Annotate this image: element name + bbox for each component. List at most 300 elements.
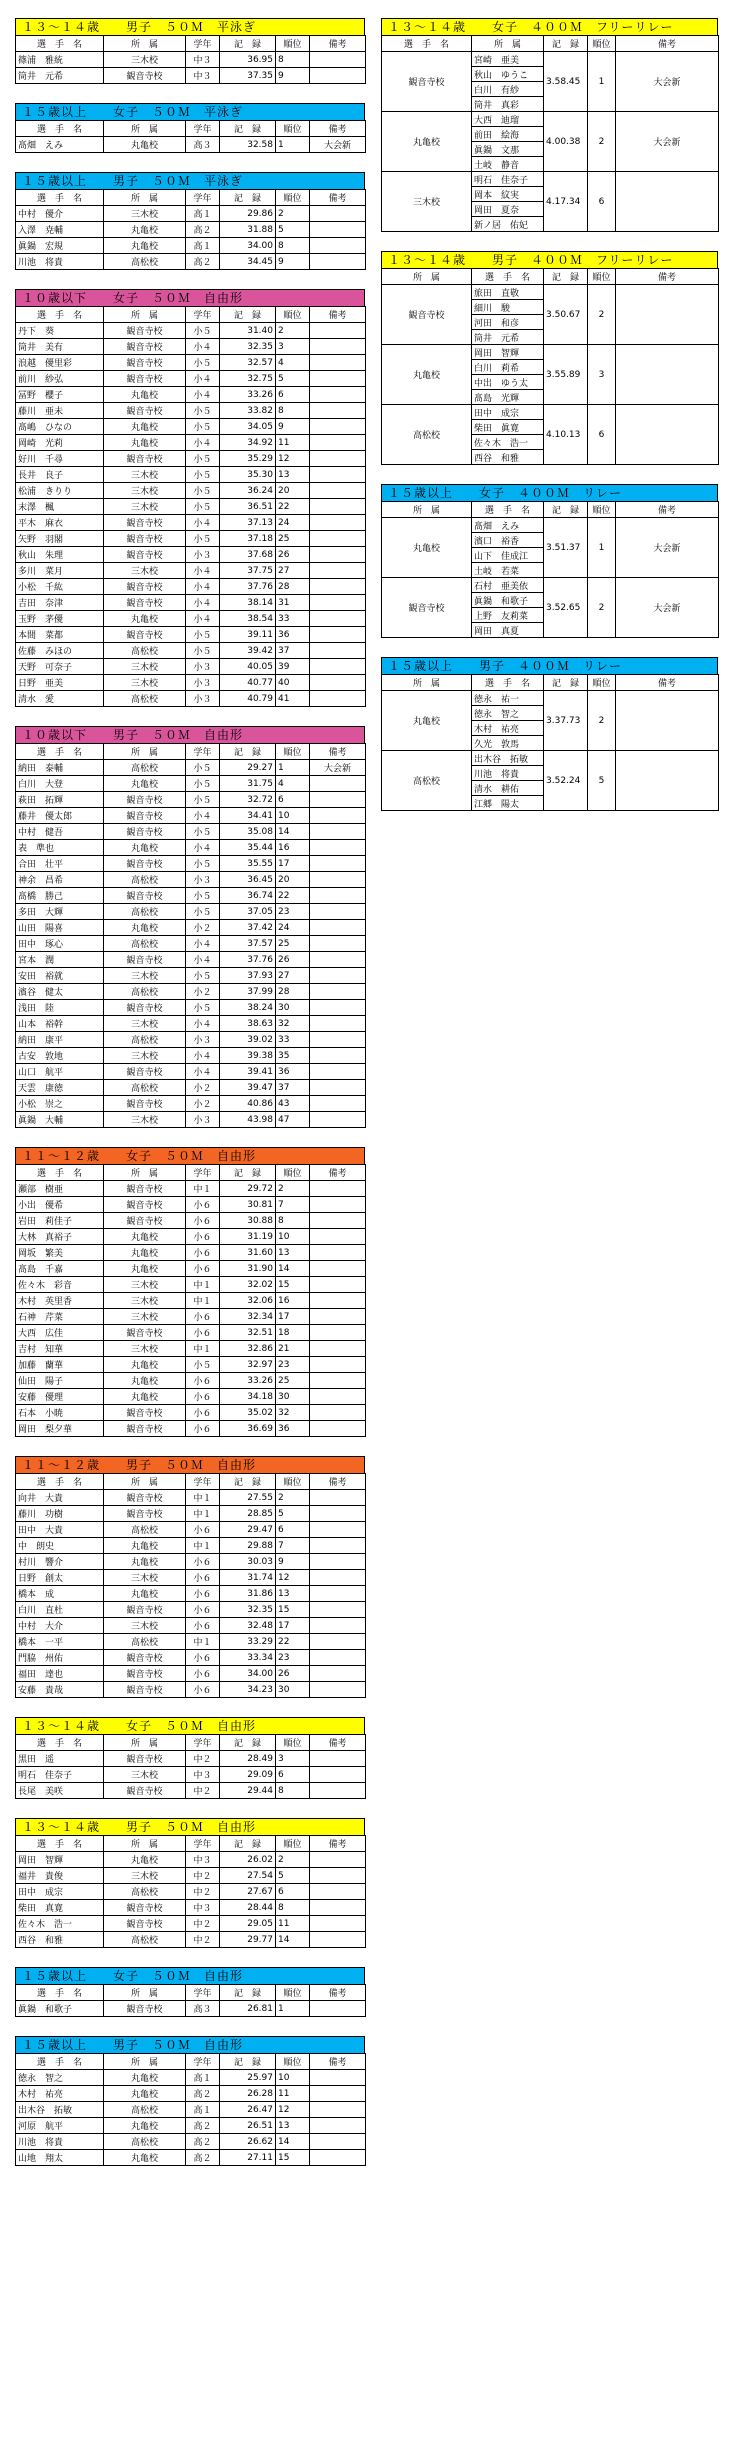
column-header: 記 録 [220, 1165, 276, 1181]
cell-name: 山田 陽喜 [16, 920, 104, 936]
cell-note [310, 2086, 366, 2102]
cell-name: 吉村 知華 [16, 1341, 104, 1357]
table-row [16, 611, 366, 627]
column-header: 学年 [186, 1474, 220, 1490]
cell-note [310, 1096, 366, 1112]
event-block [15, 172, 365, 270]
cell-rank: 6 [276, 1522, 310, 1538]
cell-aff: 丸亀校 [104, 2150, 186, 2166]
cell-aff: 観音寺校 [104, 808, 186, 824]
cell-aff: 丸亀校 [104, 222, 186, 238]
cell-gr: 高１ [186, 206, 220, 222]
cell-aff: 観音寺校 [104, 824, 186, 840]
cell-note [310, 2134, 366, 2150]
table-row [16, 1277, 366, 1293]
results-table [15, 1984, 366, 2017]
cell-aff: 丸亀校 [104, 1554, 186, 1570]
cell-rec: 29.09 [220, 1767, 276, 1783]
event-block [15, 726, 365, 1128]
table-row [382, 578, 719, 593]
cell-name: 門脇 州佑 [16, 1650, 104, 1666]
cell-aff: 観音寺校 [104, 1181, 186, 1197]
cell-gr: 高２ [186, 222, 220, 238]
cell-rank: 35 [276, 1048, 310, 1064]
cell-gr: 小６ [186, 1602, 220, 1618]
cell-gr: 小５ [186, 499, 220, 515]
cell-note [310, 483, 366, 499]
cell-rec: 36.74 [220, 888, 276, 904]
cell-aff: 観音寺校 [104, 627, 186, 643]
team-member: 旅田 直敬 [472, 285, 544, 300]
cell-rec: 37.76 [220, 579, 276, 595]
left-column [15, 18, 365, 2185]
cell-name: 中村 優介 [16, 206, 104, 222]
cell-name: 福井 貴俊 [16, 1868, 104, 1884]
table-row [16, 206, 366, 222]
event-block [15, 2036, 365, 2166]
cell-aff: 観音寺校 [104, 1506, 186, 1522]
cell-name: 河原 航平 [16, 2118, 104, 2134]
column-header: 備考 [310, 2054, 366, 2070]
event-title: １１～１２歳 女子 ５０Ｍ 自由形 [15, 1147, 365, 1164]
cell-rank: 13 [276, 2118, 310, 2134]
event-title: １３～１４歳 女子 ４００Ｍ フリーリレー [381, 18, 718, 35]
cell-rec: 39.38 [220, 1048, 276, 1064]
cell-aff: 観音寺校 [104, 1421, 186, 1437]
table-row [16, 1016, 366, 1032]
cell-rec: 34.00 [220, 1666, 276, 1682]
cell-name: 末澤 楓 [16, 499, 104, 515]
header-row [16, 1474, 366, 1490]
cell-gr: 中２ [186, 1751, 220, 1767]
event-block [15, 18, 365, 84]
table-row [16, 1309, 366, 1325]
cell-aff: 観音寺校 [104, 1096, 186, 1112]
cell-aff: 高松校 [104, 936, 186, 952]
team-member: 徳永 智之 [472, 706, 544, 721]
column-header: 選 手 名 [16, 744, 104, 760]
table-row [16, 968, 366, 984]
cell-rec: 38.24 [220, 1000, 276, 1016]
cell-note [310, 1884, 366, 1900]
cell-aff: 三木校 [104, 563, 186, 579]
cell-note [310, 792, 366, 808]
cell-rec: 32.86 [220, 1341, 276, 1357]
cell-note [310, 1618, 366, 1634]
team-rank: 1 [588, 518, 616, 578]
cell-name: 岡崎 光莉 [16, 435, 104, 451]
team-member: 髙島 光輝 [472, 390, 544, 405]
relay-block [381, 657, 718, 811]
cell-rec: 32.75 [220, 371, 276, 387]
table-row [16, 137, 366, 153]
cell-rec: 32.58 [220, 137, 276, 153]
cell-gr: 小３ [186, 547, 220, 563]
cell-note [310, 1213, 366, 1229]
cell-aff: 観音寺校 [104, 1751, 186, 1767]
cell-name: 萩田 拓輝 [16, 792, 104, 808]
team-member: 清水 耕佑 [472, 781, 544, 796]
cell-name: 前川 紗弘 [16, 371, 104, 387]
cell-note [310, 499, 366, 515]
cell-rec: 38.14 [220, 595, 276, 611]
cell-note [310, 1506, 366, 1522]
cell-note [310, 1309, 366, 1325]
cell-rank: 10 [276, 1229, 310, 1245]
table-row [16, 499, 366, 515]
cell-aff: 観音寺校 [104, 68, 186, 84]
cell-rank: 2 [276, 206, 310, 222]
cell-rank: 23 [276, 1357, 310, 1373]
cell-name: 加藤 蘭華 [16, 1357, 104, 1373]
cell-rank: 20 [276, 872, 310, 888]
cell-rec: 40.77 [220, 675, 276, 691]
event-block [15, 289, 365, 707]
cell-gr: 高１ [186, 2102, 220, 2118]
cell-note [310, 1666, 366, 1682]
header-row [382, 36, 719, 52]
column-header: 順位 [276, 1985, 310, 2001]
cell-rec: 33.26 [220, 1373, 276, 1389]
cell-rank: 24 [276, 920, 310, 936]
team-record: 3.58.45 [544, 52, 588, 112]
team-rank: 3 [588, 345, 616, 405]
header-row [16, 1836, 366, 1852]
cell-rec: 26.02 [220, 1852, 276, 1868]
header-row [16, 36, 366, 52]
cell-rank: 13 [276, 1586, 310, 1602]
team-record: 3.37.73 [544, 691, 588, 751]
cell-rank: 36 [276, 1421, 310, 1437]
cell-rec: 27.11 [220, 2150, 276, 2166]
event-title: １０歳以下 男子 ５０Ｍ 自由形 [15, 726, 365, 743]
cell-rank: 16 [276, 1293, 310, 1309]
cell-rank: 37 [276, 643, 310, 659]
cell-rec: 27.67 [220, 1884, 276, 1900]
event-block [15, 1818, 365, 1948]
cell-rank: 32 [276, 1405, 310, 1421]
cell-rank: 9 [276, 68, 310, 84]
cell-gr: 小５ [186, 323, 220, 339]
cell-rank: 39 [276, 659, 310, 675]
cell-gr: 中１ [186, 1538, 220, 1554]
cell-note [310, 515, 366, 531]
column-header: 記 録 [544, 502, 588, 518]
cell-note [310, 1373, 366, 1389]
cell-name: 村川 響介 [16, 1554, 104, 1570]
cell-name: 福田 達也 [16, 1666, 104, 1682]
cell-rank: 31 [276, 595, 310, 611]
column-header: 備考 [310, 1836, 366, 1852]
table-row [16, 760, 366, 776]
column-header: 記 録 [220, 307, 276, 323]
cell-rec: 35.55 [220, 856, 276, 872]
cell-rank: 36 [276, 1064, 310, 1080]
column-header: 学年 [186, 2054, 220, 2070]
cell-rank: 30 [276, 1682, 310, 1698]
cell-name: 中 朗史 [16, 1538, 104, 1554]
cell-aff: 三木校 [104, 1618, 186, 1634]
table-row [16, 355, 366, 371]
cell-gr: 小５ [186, 968, 220, 984]
cell-note [310, 1197, 366, 1213]
cell-rank: 3 [276, 1751, 310, 1767]
cell-gr: 小４ [186, 1016, 220, 1032]
cell-rec: 34.23 [220, 1682, 276, 1698]
cell-aff: 丸亀校 [104, 1852, 186, 1868]
cell-rec: 26.81 [220, 2001, 276, 2017]
results-table [15, 1164, 366, 1437]
cell-rec: 37.76 [220, 952, 276, 968]
cell-note [310, 1016, 366, 1032]
column-header: 記 録 [220, 36, 276, 52]
cell-aff: 観音寺校 [104, 371, 186, 387]
cell-gr: 小６ [186, 1325, 220, 1341]
cell-gr: 高２ [186, 2150, 220, 2166]
column-header: 所 属 [104, 1474, 186, 1490]
cell-rank: 1 [276, 2001, 310, 2017]
table-row [16, 691, 366, 707]
cell-name: 本間 菜都 [16, 627, 104, 643]
team-note [616, 751, 719, 811]
column-header: 学年 [186, 307, 220, 323]
cell-rank: 2 [276, 323, 310, 339]
cell-rank: 25 [276, 1373, 310, 1389]
cell-rank: 9 [276, 254, 310, 270]
cell-name: 川池 将貴 [16, 254, 104, 270]
team-member: 宮崎 亜美 [472, 52, 544, 67]
column-header: 学年 [186, 1985, 220, 2001]
cell-rec: 28.85 [220, 1506, 276, 1522]
cell-rec: 29.27 [220, 760, 276, 776]
team-member: 眞鍋 和歌子 [472, 593, 544, 608]
cell-rec: 35.08 [220, 824, 276, 840]
cell-aff: 丸亀校 [104, 137, 186, 153]
table-row [16, 1666, 366, 1682]
cell-aff: 三木校 [104, 206, 186, 222]
cell-rec: 31.86 [220, 1586, 276, 1602]
cell-gr: 中２ [186, 1884, 220, 1900]
cell-rec: 43.98 [220, 1112, 276, 1128]
cell-rec: 31.75 [220, 776, 276, 792]
table-row [16, 1389, 366, 1405]
cell-rank: 17 [276, 1618, 310, 1634]
cell-rec: 30.88 [220, 1213, 276, 1229]
cell-note [310, 1181, 366, 1197]
team-member: 柴田 眞寛 [472, 420, 544, 435]
column-header: 所 属 [104, 1985, 186, 2001]
cell-rank: 16 [276, 840, 310, 856]
cell-gr: 小４ [186, 371, 220, 387]
event-title: １１～１２歳 男子 ５０Ｍ 自由形 [15, 1456, 365, 1473]
table-row [16, 1900, 366, 1916]
cell-rec: 29.86 [220, 206, 276, 222]
column-header: 記 録 [220, 2054, 276, 2070]
cell-name: 橋本 一平 [16, 1634, 104, 1650]
cell-aff: 観音寺校 [104, 2001, 186, 2017]
results-table [15, 743, 366, 1128]
cell-rank: 8 [276, 52, 310, 68]
cell-rank: 8 [276, 1783, 310, 1799]
column-header: 記 録 [220, 1474, 276, 1490]
cell-aff: 三木校 [104, 1112, 186, 1128]
cell-name: 大林 真裕子 [16, 1229, 104, 1245]
team-rank: 6 [588, 172, 616, 232]
cell-rec: 32.97 [220, 1357, 276, 1373]
cell-gr: 小５ [186, 451, 220, 467]
cell-name: 柴田 真寛 [16, 1900, 104, 1916]
column-header: 順位 [276, 744, 310, 760]
cell-rank: 4 [276, 355, 310, 371]
cell-aff: 高松校 [104, 254, 186, 270]
cell-aff: 三木校 [104, 1293, 186, 1309]
table-row [16, 2150, 366, 2166]
table-row [16, 435, 366, 451]
column-header: 記 録 [544, 269, 588, 285]
cell-note [310, 611, 366, 627]
cell-gr: 小３ [186, 1112, 220, 1128]
cell-gr: 小６ [186, 1229, 220, 1245]
table-row [16, 1048, 366, 1064]
table-row [382, 751, 719, 766]
column-header: 選 手 名 [472, 502, 544, 518]
column-header: 備考 [616, 502, 719, 518]
cell-aff: 丸亀校 [104, 1229, 186, 1245]
cell-name: 合田 壮平 [16, 856, 104, 872]
relay-block [381, 251, 718, 465]
cell-gr: 小５ [186, 531, 220, 547]
cell-gr: 小６ [186, 1618, 220, 1634]
team-school: 丸亀校 [382, 518, 472, 578]
team-member: 河田 和彦 [472, 315, 544, 330]
cell-rec: 32.57 [220, 355, 276, 371]
cell-note [310, 1405, 366, 1421]
cell-gr: 小２ [186, 920, 220, 936]
table-row [16, 1602, 366, 1618]
header-row [16, 121, 366, 137]
table-row [16, 467, 366, 483]
cell-rec: 31.88 [220, 222, 276, 238]
cell-gr: 小６ [186, 1389, 220, 1405]
cell-name: 髙嶋 ひなの [16, 419, 104, 435]
cell-rec: 32.06 [220, 1293, 276, 1309]
cell-note [310, 659, 366, 675]
team-member: 筒井 真彩 [472, 97, 544, 112]
cell-rec: 30.81 [220, 1197, 276, 1213]
cell-note [310, 52, 366, 68]
team-note [616, 691, 719, 751]
cell-aff: 三木校 [104, 1277, 186, 1293]
column-header: 記 録 [220, 190, 276, 206]
cell-rank: 5 [276, 1506, 310, 1522]
cell-gr: 小６ [186, 1373, 220, 1389]
cell-rec: 27.55 [220, 1490, 276, 1506]
cell-name: 日野 亜美 [16, 675, 104, 691]
cell-rec: 27.54 [220, 1868, 276, 1884]
cell-note [310, 936, 366, 952]
cell-name: 佐藤 みほの [16, 643, 104, 659]
cell-rec: 26.62 [220, 2134, 276, 2150]
cell-rank: 13 [276, 467, 310, 483]
table-row [16, 1884, 366, 1900]
cell-rank: 24 [276, 515, 310, 531]
cell-aff: 観音寺校 [104, 579, 186, 595]
cell-aff: 観音寺校 [104, 1405, 186, 1421]
cell-note [310, 563, 366, 579]
cell-rec: 34.05 [220, 419, 276, 435]
cell-note [310, 2150, 366, 2166]
team-member: 土岐 若菜 [472, 563, 544, 578]
cell-note [310, 435, 366, 451]
cell-rank: 4 [276, 776, 310, 792]
column-header: 順位 [276, 307, 310, 323]
cell-gr: 小５ [186, 355, 220, 371]
cell-rank: 12 [276, 1570, 310, 1586]
cell-rank: 14 [276, 1261, 310, 1277]
cell-gr: 小６ [186, 1570, 220, 1586]
cell-aff: 観音寺校 [104, 856, 186, 872]
column-header: 順位 [588, 502, 616, 518]
table-row [16, 531, 366, 547]
team-school: 観音寺校 [382, 578, 472, 638]
team-school: 観音寺校 [382, 285, 472, 345]
column-header: 選 手 名 [472, 675, 544, 691]
cell-aff: 三木校 [104, 1309, 186, 1325]
team-member: 明石 佳奈子 [472, 172, 544, 187]
column-header: 所 属 [104, 190, 186, 206]
cell-name: 眞鍋 宏規 [16, 238, 104, 254]
cell-rec: 31.60 [220, 1245, 276, 1261]
team-member: 岡本 紋実 [472, 187, 544, 202]
table-row [16, 515, 366, 531]
team-member: 江郷 陽太 [472, 796, 544, 811]
header-row [382, 502, 719, 518]
cell-note [310, 339, 366, 355]
cell-name: 田中 琢心 [16, 936, 104, 952]
cell-name: 岡田 梨夕華 [16, 1421, 104, 1437]
cell-name: 安田 裕就 [16, 968, 104, 984]
column-header: 順位 [276, 121, 310, 137]
cell-rank: 5 [276, 222, 310, 238]
cell-aff: 丸亀校 [104, 1245, 186, 1261]
column-header: 順位 [276, 1735, 310, 1751]
table-row [382, 518, 719, 533]
cell-note [310, 419, 366, 435]
cell-rank: 21 [276, 1341, 310, 1357]
cell-note [310, 531, 366, 547]
cell-aff: 三木校 [104, 1016, 186, 1032]
team-record: 4.10.13 [544, 405, 588, 465]
cell-note [310, 1112, 366, 1128]
cell-rank: 30 [276, 1389, 310, 1405]
header-row [382, 675, 719, 691]
team-member: 岡田 夏奈 [472, 202, 544, 217]
team-school: 丸亀校 [382, 345, 472, 405]
table-row [16, 1293, 366, 1309]
cell-gr: 小５ [186, 776, 220, 792]
team-member: 上野 友莉菜 [472, 608, 544, 623]
cell-name: 長井 良子 [16, 467, 104, 483]
cell-gr: 小４ [186, 840, 220, 856]
cell-name: 篠浦 雅統 [16, 52, 104, 68]
team-record: 4.17.34 [544, 172, 588, 232]
table-row [16, 659, 366, 675]
cell-gr: 小４ [186, 808, 220, 824]
team-school: 観音寺校 [382, 52, 472, 112]
cell-rec: 29.72 [220, 1181, 276, 1197]
cell-gr: 小６ [186, 1213, 220, 1229]
column-header: 備考 [310, 36, 366, 52]
